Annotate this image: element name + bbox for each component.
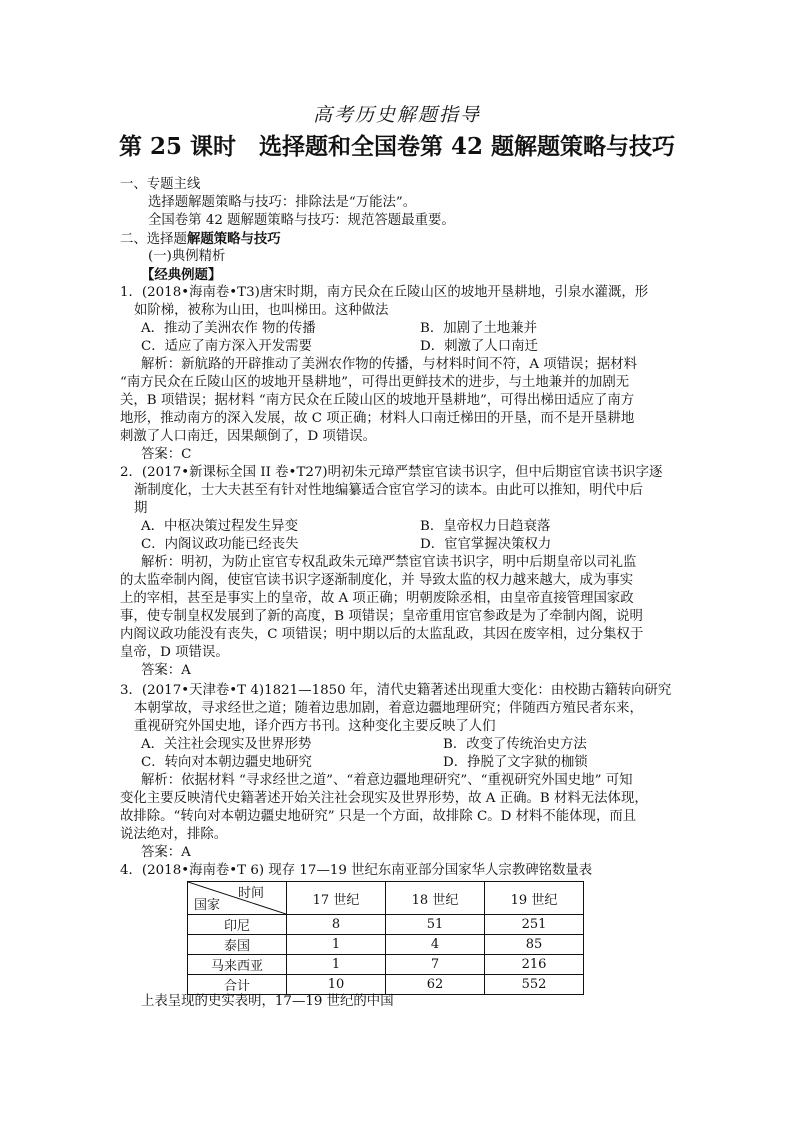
q1-analysis-line1: 解析：新航路的开辟推动了美洲农作物的传播，与材料时间不符，A 项错误；据材料 — [141, 357, 637, 372]
table-cell: 216 — [485, 955, 584, 975]
table-cell: 7 — [386, 955, 485, 975]
q3-stem-line3: 重视研究外国史地，译介西方书刊。这种变化主要反映了人们 — [134, 719, 496, 734]
q2-analysis-line3: 上的宰相，甚至是事实上的皇帝，故 A 项正确；明朝废除丞相，由皇帝直接管理国家政 — [120, 591, 634, 606]
q2-analysis-line1: 解析：明初，为防止宦官专权乱政朱元璋严禁宦官读书识字，明中后期皇帝以司礼监 — [141, 555, 637, 570]
table-cell: 552 — [485, 975, 584, 995]
q1-option-b: B．加剧了土地兼并 — [420, 321, 537, 336]
q3-option-d: D．挣脱了文字狱的枷锁 — [443, 755, 588, 770]
q3-option-a: A．关注社会现实及世界形势 — [141, 737, 312, 752]
q2-option-d: D．宦官掌握决策权力 — [420, 537, 552, 552]
section2-heading — [120, 230, 281, 249]
section1-line1: 选择题解题策略与技巧：排除法是“万能法”。 — [148, 195, 417, 210]
section2-heading-prefix: 二、选择题 — [120, 232, 187, 247]
table-cell: 1 — [287, 955, 386, 975]
table-header-row — [188, 882, 584, 915]
table-corner-cell — [188, 882, 287, 915]
q3-analysis-line1: 解析：依据材料 “寻求经世之道”、“着意边疆地理研究”、“重视研究外国史地” 可知 — [141, 773, 633, 788]
q2-stem-line3: 期 — [134, 501, 148, 516]
table-cell: 85 — [485, 935, 584, 955]
section2-heading-bold: 解题策略与技巧 — [186, 231, 281, 247]
q3-analysis-line4: 说法绝对，排除。 — [120, 827, 228, 842]
q1-stem-line2: 如阶梯，被称为山田，也叫梯田。这种做法 — [134, 303, 389, 318]
page-title: 第 25 课时 选择题和全国卷第 42 题解题策略与技巧 — [118, 133, 676, 160]
q1-option-d: D．刺激了人口南迁 — [420, 339, 538, 354]
q2-answer: 答案：A — [141, 663, 191, 678]
row-country: 马来西亚 — [188, 955, 287, 975]
q2-analysis-line5: 内阁议政功能没有丧失，C 项错误；明中期以后的太监乱政，其因在废宰相，过分集权于 — [120, 627, 644, 642]
row-country: 印尼 — [188, 915, 287, 935]
q4-conclusion-stem: 上表呈现的史实表明，17—19 世纪的中国 — [141, 994, 394, 1009]
row-country: 合计 — [188, 975, 287, 995]
table-cell: 8 — [287, 915, 386, 935]
column-header: 17 世纪 — [287, 882, 386, 915]
table-row — [188, 915, 584, 935]
q2-option-a: A．中枢决策过程发生异变 — [141, 519, 298, 534]
table-cell: 1 — [287, 935, 386, 955]
table-cell: 62 — [386, 975, 485, 995]
table-row-total — [188, 975, 584, 995]
q2-stem-line1: 2．(2017•新课标全国 II 卷•T27)明初朱元璋严禁宦官读书识字，但中后期宦官读书识字逐 — [120, 465, 663, 480]
q1-stem-line1: 1．(2018•海南卷•T3)唐宋时期，南方民众在丘陵山区的坡地开垦耕地，引泉水灌溉，形 — [120, 285, 649, 300]
q1-analysis-line2: “南方民众在丘陵山区的坡地开垦耕地”，可得出更鲜技术的进步，与土地兼并的加剧无 — [120, 375, 630, 390]
table-cell: 10 — [287, 975, 386, 995]
q2-option-b: B．皇帝权力日趋衰落 — [420, 519, 551, 534]
q3-option-b: B．改变了传统治史方法 — [443, 737, 587, 752]
section1-heading: 一、专题主线 — [120, 177, 201, 192]
q1-analysis-line5: 刺激了人口南迁，因果颠倒了，D 项错误。 — [120, 429, 377, 444]
q3-analysis-line3: 故排除。“转向对本朝边疆史地研究” 只是一个方面，故排除 C。D 材料不能体现，而且 — [120, 809, 637, 824]
corner-label-country: 国家 — [194, 898, 221, 913]
q3-analysis-line2: 变化主要反映清代史籍著述开始关注社会现实及世界形势，故 A 正确。B 材料无法体现， — [120, 791, 648, 806]
q3-stem-line2: 本朝掌故，寻求经世之道；随着边患加剧，着意边疆地理研究；伴随西方殖民者东来， — [134, 701, 643, 716]
row-country: 泰国 — [188, 935, 287, 955]
q1-answer: 答案：C — [141, 447, 192, 462]
column-header: 18 世纪 — [386, 882, 485, 915]
corner-label-time: 时间 — [237, 886, 264, 901]
q3-stem-line1: 3．(2017•天津卷•T 4)1821—1850 年，清代史籍著述出现重大变化：由校勘古籍转向研究 — [120, 683, 672, 698]
q1-analysis-line4: 地形，推动南方的深入发展，故 C 项正确；材料人口南迁梯田的开垦，而不是开垦耕地 — [120, 411, 635, 426]
classic-example-label: 【经典例题】 — [141, 267, 222, 283]
q3-answer: 答案：A — [141, 845, 191, 860]
q3-option-c: C．转向对本朝边疆史地研究 — [141, 755, 312, 770]
table-row — [188, 955, 584, 975]
document-subtitle: 高考历史解题指导 — [312, 104, 481, 126]
q2-analysis-line4: 事，使专制皇权发展到了新的高度，B 项错误；皇帝重用宦官参政是为了牵制内阁，说明 — [120, 609, 643, 624]
q2-option-c: C．内阁议政功能已经丧失 — [141, 537, 299, 552]
q1-analysis-line3: 关，B 项错误；据材料 “南方民众在丘陵山区的坡地开垦耕地”，可得出梯田适应了南方 — [120, 393, 635, 408]
q1-option-c: C．适应了南方深入开发需要 — [141, 339, 312, 354]
section2-sub: (一)典例精析 — [148, 249, 226, 264]
q4-stem: 4．(2018•海南卷•T 6) 现存 17—19 世纪东南亚部分国家华人宗教碑铭数量表 — [120, 863, 593, 878]
section1-line2: 全国卷第 42 题解题策略与技巧：规范答题最重要。 — [148, 213, 455, 228]
inscription-count-table — [187, 881, 584, 995]
table-cell: 251 — [485, 915, 584, 935]
q2-stem-line2: 渐制度化，士大夫甚至有针对性地编纂适合宦官学习的读本。由此可以推知，明代中后 — [134, 483, 643, 498]
table-row — [188, 935, 584, 955]
q2-analysis-line2: 的太监牵制内阁，使宦官读书识字逐渐制度化，并 导致太监的权力越来越大，成为事实 — [120, 573, 634, 588]
q2-analysis-line6: 皇帝，D 项错误。 — [120, 645, 229, 660]
table-cell: 51 — [386, 915, 485, 935]
column-header: 19 世纪 — [485, 882, 584, 915]
q1-option-a: A．推动了美洲农作 物的传播 — [141, 321, 316, 336]
table-cell: 4 — [386, 935, 485, 955]
